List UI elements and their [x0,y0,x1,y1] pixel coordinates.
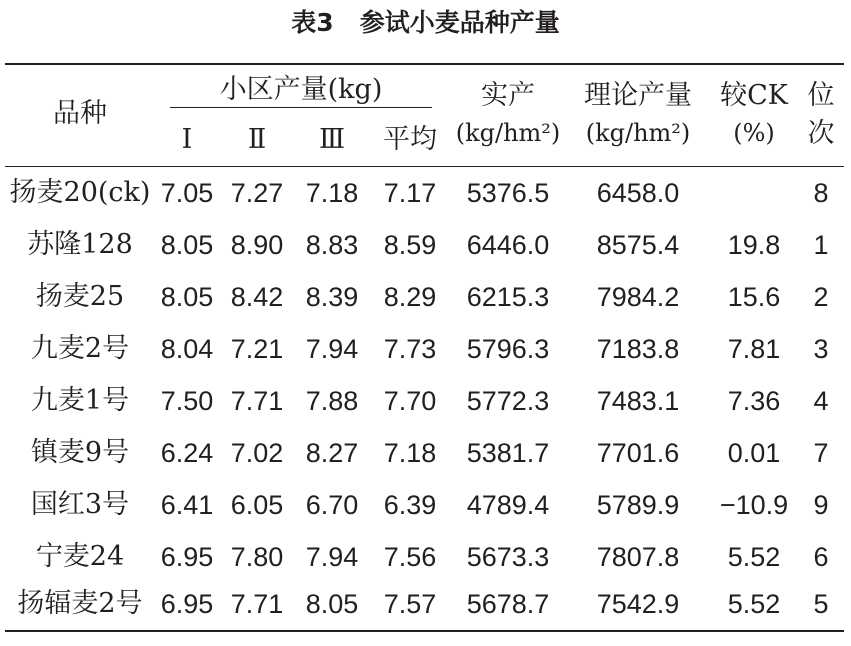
vs-ck-cell: 7.81 [727,334,781,364]
header-plot-iii: Ⅲ [318,124,346,155]
table-row [0,219,851,271]
actual-cell: 5796.3 [466,334,550,364]
theory-cell: 7807.8 [596,542,680,572]
table-row [0,578,851,630]
vs-ck-cell: 0.01 [727,438,781,468]
plot-i-cell: 7.05 [160,178,214,208]
table-row [0,531,851,583]
table-row [0,323,851,375]
plot-iii-cell: 8.39 [305,282,359,312]
plot-iii-cell: 8.27 [305,438,359,468]
plot-ii-cell: 7.21 [230,334,284,364]
header-rank-2: 次 [807,118,835,149]
rank-cell: 1 [813,230,829,260]
actual-cell: 4789.4 [466,490,550,520]
actual-cell: 5772.3 [466,386,550,416]
plot-i-cell: 6.95 [160,542,214,572]
vs-ck-cell: 19.8 [727,230,781,260]
vs-ck-cell: −10.9 [719,490,789,520]
header-vs-ck: 较CK [720,80,788,111]
variety-cell: 镇麦9号 [30,437,130,468]
rank-cell: 8 [813,178,829,208]
plot-iii-cell: 6.70 [305,490,359,520]
variety-cell: 苏隆128 [27,229,133,260]
plot-yield-underline [170,107,432,108]
plot-ii-cell: 7.02 [230,438,284,468]
table-title [0,6,851,40]
rank-cell: 9 [813,490,829,520]
variety-cell: 扬麦20(ck) [9,177,151,208]
header-vs-ck-unit: (%) [733,119,775,147]
actual-cell: 6446.0 [466,230,550,260]
plot-iii-cell: 7.94 [305,334,359,364]
plot-ii-cell: 7.71 [230,589,284,619]
variety-cell: 九麦1号 [30,385,130,416]
plot-i-cell: 8.04 [160,334,214,364]
rank-cell: 5 [813,589,829,619]
plot-i-cell: 6.24 [160,438,214,468]
table-number: 表3 [291,8,334,37]
top-rule [5,63,844,65]
vs-ck-cell: 15.6 [727,282,781,312]
plot-avg-cell: 7.73 [383,334,437,364]
theory-cell: 7984.2 [596,282,680,312]
theory-cell: 7701.6 [596,438,680,468]
variety-cell: 扬辐麦2号 [17,588,143,619]
table-row [0,427,851,479]
actual-cell: 5381.7 [466,438,550,468]
plot-i-cell: 8.05 [160,282,214,312]
variety-cell: 宁麦24 [35,541,125,572]
header-plot-avg: 平均 [383,124,437,155]
vs-ck-cell: 7.36 [727,386,781,416]
plot-i-cell: 7.50 [160,386,214,416]
rank-cell: 3 [813,334,829,364]
rank-cell: 4 [813,386,829,416]
theory-cell: 7542.9 [596,589,680,619]
header-theory-unit: (kg/hm²) [585,119,691,147]
variety-cell: 国红3号 [30,489,130,520]
plot-ii-cell: 7.27 [230,178,284,208]
header-plot-yield: 小区产量(kg) [219,74,383,105]
vs-ck-cell: 5.52 [727,542,781,572]
actual-cell: 5376.5 [466,178,550,208]
plot-avg-cell: 7.57 [383,589,437,619]
plot-ii-cell: 8.90 [230,230,284,260]
table-row [0,479,851,531]
theory-cell: 6458.0 [596,178,680,208]
table-row [0,167,851,219]
plot-avg-cell: 7.18 [383,438,437,468]
table-row [0,375,851,427]
vs-ck-cell: 5.52 [727,589,781,619]
plot-avg-cell: 8.29 [383,282,437,312]
header-plot-i: Ⅰ [181,124,193,155]
header-theory: 理论产量 [584,80,692,111]
plot-iii-cell: 7.88 [305,386,359,416]
plot-ii-cell: 7.71 [230,386,284,416]
plot-i-cell: 8.05 [160,230,214,260]
plot-ii-cell: 8.42 [230,282,284,312]
header-plot-ii: Ⅱ [247,124,267,155]
actual-cell: 5678.7 [466,589,550,619]
plot-ii-cell: 7.80 [230,542,284,572]
theory-cell: 8575.4 [596,230,680,260]
plot-i-cell: 6.95 [160,589,214,619]
plot-i-cell: 6.41 [160,490,214,520]
plot-iii-cell: 8.05 [305,589,359,619]
rank-cell: 6 [813,542,829,572]
bottom-rule [5,630,844,632]
plot-iii-cell: 8.83 [305,230,359,260]
plot-avg-cell: 6.39 [383,490,437,520]
header-actual: 实产 [481,80,535,111]
variety-cell: 九麦2号 [30,333,130,364]
actual-cell: 6215.3 [466,282,550,312]
table-caption: 参试小麦品种产量 [359,8,560,37]
table-row [0,271,851,323]
rank-cell: 2 [813,282,829,312]
plot-avg-cell: 7.17 [383,178,437,208]
theory-cell: 5789.9 [596,490,680,520]
plot-iii-cell: 7.18 [305,178,359,208]
header-actual-unit: (kg/hm²) [455,119,561,147]
variety-cell: 扬麦25 [35,281,125,312]
header-rank-1: 位 [807,80,835,111]
plot-iii-cell: 7.94 [305,542,359,572]
plot-ii-cell: 6.05 [230,490,284,520]
rank-cell: 7 [813,438,829,468]
actual-cell: 5673.3 [466,542,550,572]
theory-cell: 7183.8 [596,334,680,364]
plot-avg-cell: 7.70 [383,386,437,416]
header-variety: 品种 [53,98,107,129]
theory-cell: 7483.1 [596,386,680,416]
plot-avg-cell: 8.59 [383,230,437,260]
plot-avg-cell: 7.56 [383,542,437,572]
